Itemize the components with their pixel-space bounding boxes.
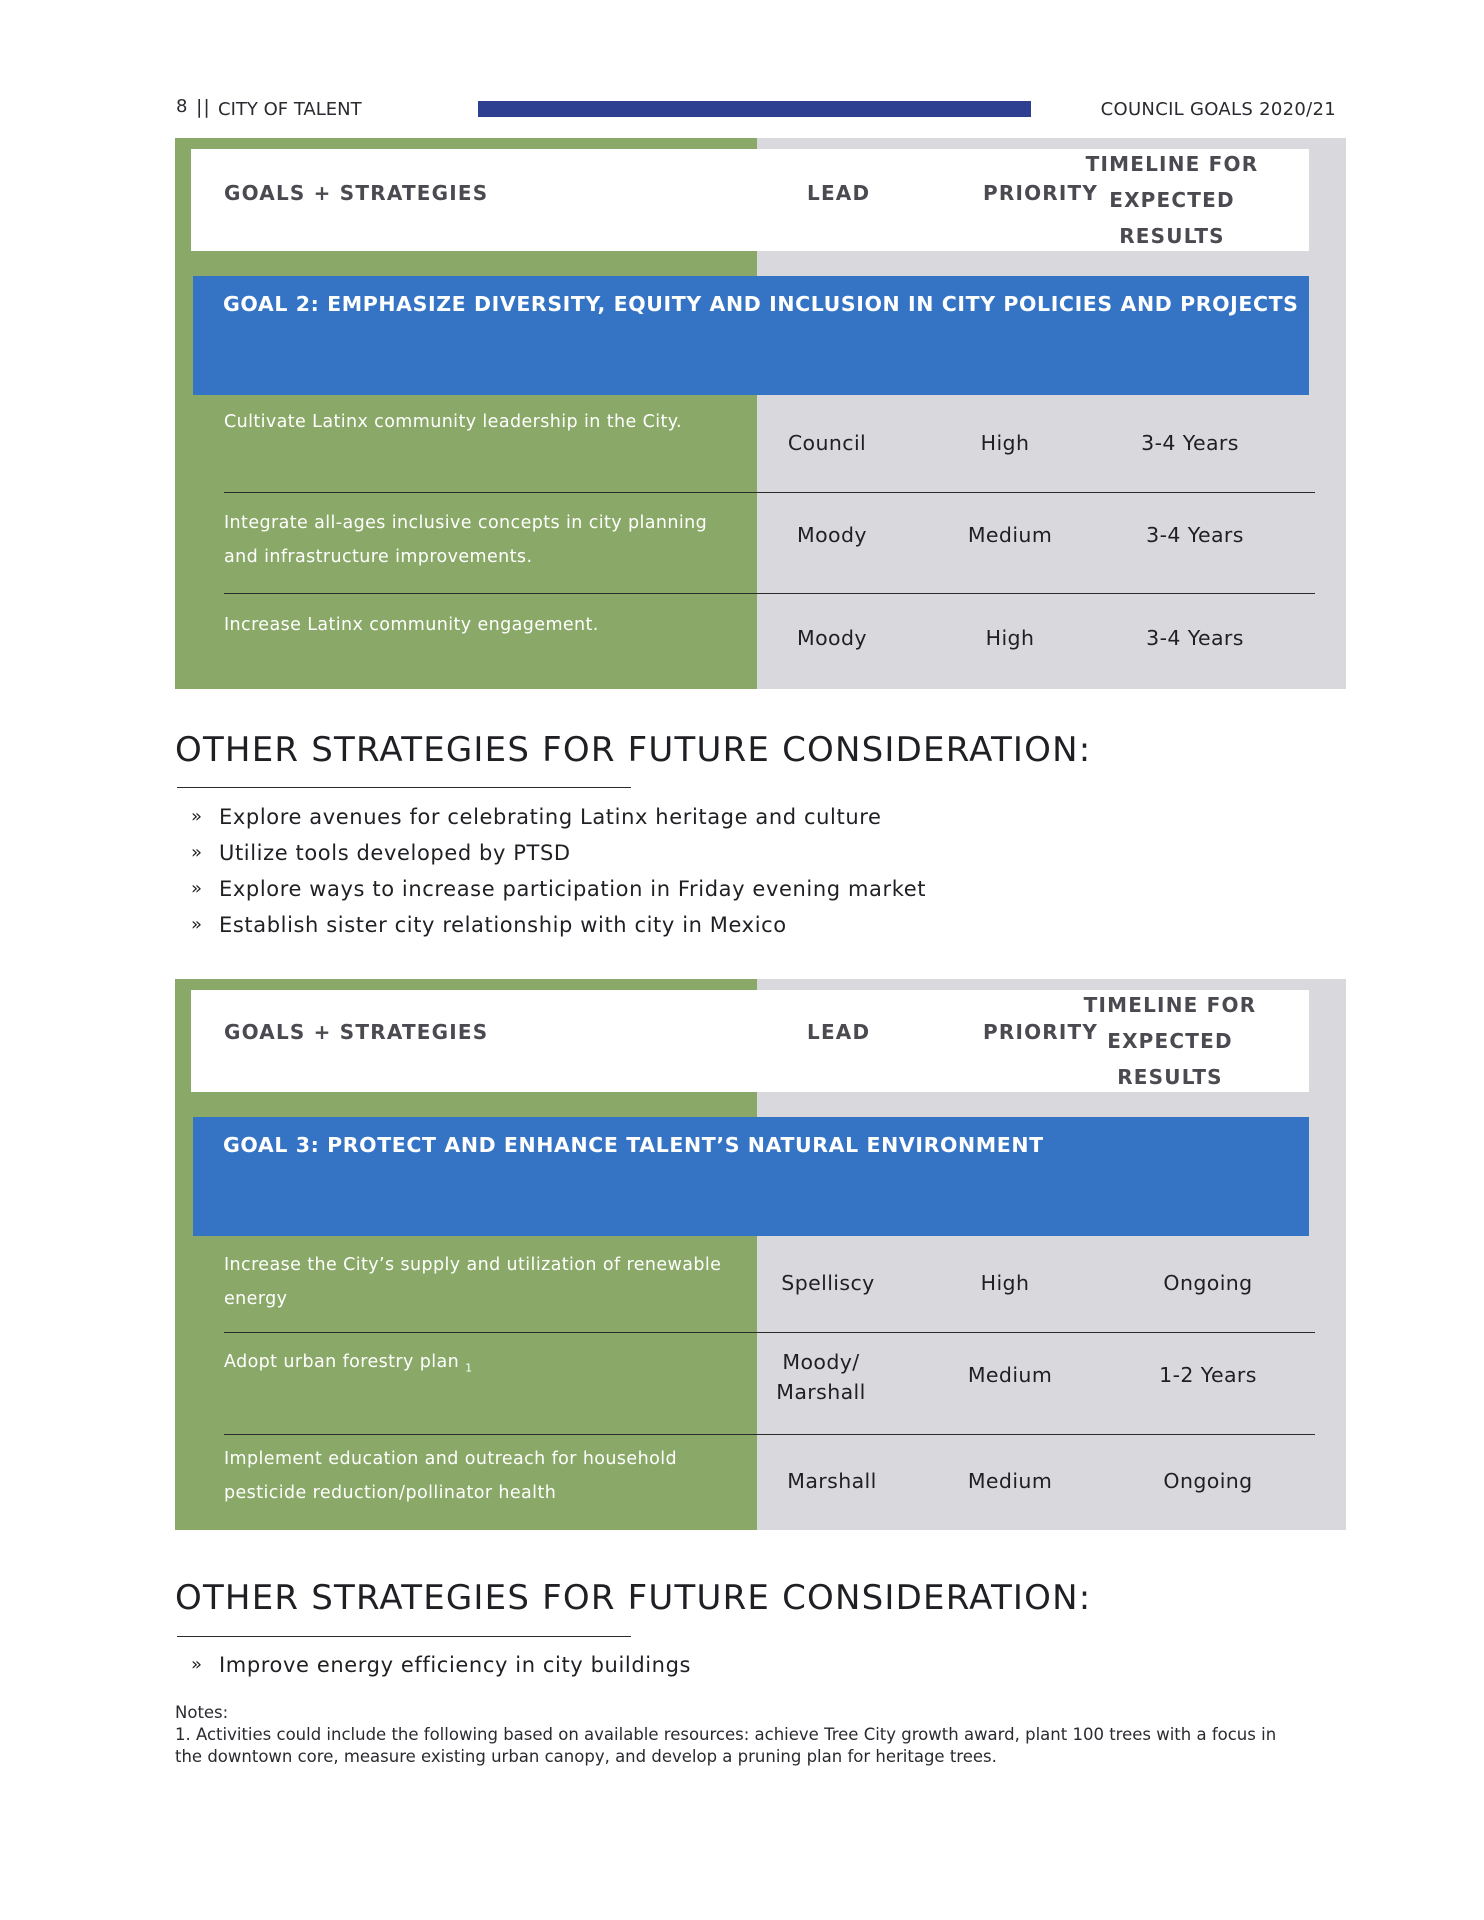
lead-value: Council xyxy=(787,431,867,455)
header-timeline: TIMELINE FOR EXPECTED RESULTS xyxy=(1085,152,1259,248)
lead-value: Moody xyxy=(797,523,867,547)
bullet-mark: » xyxy=(191,842,203,863)
goal-3-banner xyxy=(193,1117,1309,1236)
header-lead: LEAD xyxy=(807,181,871,205)
list-item xyxy=(191,835,926,871)
header-lead: LEAD xyxy=(807,1020,871,1044)
header-goals-strategies: GOALS + STRATEGIES xyxy=(224,1020,489,1044)
notes-heading: Notes: xyxy=(175,1703,229,1722)
priority-value: High xyxy=(985,626,1035,650)
table-row xyxy=(175,493,1309,594)
strategy-label: Adopt urban forestry plan xyxy=(224,1352,460,1372)
timeline-value: Ongoing xyxy=(1163,1271,1253,1295)
list-item xyxy=(191,871,926,907)
table-header-row xyxy=(191,149,1309,251)
list-item-text: Explore avenues for celebrating Latinx heritage and culture xyxy=(219,805,882,829)
bullet-mark: » xyxy=(191,1654,203,1675)
bullet-mark: » xyxy=(191,806,203,827)
strategy-text: Increase Latinx community engagement. xyxy=(224,615,599,635)
list-item-text: Explore ways to increase participation in Friday evening market xyxy=(219,877,927,901)
heading-underline xyxy=(177,1636,631,1637)
list-item-text: Establish sister city relationship with city in Mexico xyxy=(219,913,787,937)
list-item xyxy=(191,907,926,943)
lead-value: Moody xyxy=(797,626,867,650)
page-number: 8 xyxy=(176,96,188,117)
table-row xyxy=(175,1333,1309,1435)
other-strategies-list xyxy=(191,799,926,943)
priority-value: Medium xyxy=(967,1363,1053,1387)
notes-section xyxy=(175,1702,1305,1768)
goal-2-title: GOAL 2: EMPHASIZE DIVERSITY, EQUITY AND INCLUSION IN CITY POLICIES AND PROJECTS xyxy=(223,292,1299,316)
goal-2-table xyxy=(175,138,1346,689)
list-item-text: Improve energy efficiency in city buildings xyxy=(219,1653,692,1677)
lead-value: Moody/ Marshall xyxy=(776,1350,866,1404)
timeline-value: 3-4 Years xyxy=(1141,431,1239,455)
header-priority: PRIORITY xyxy=(983,1020,1099,1044)
goal-3-table xyxy=(175,979,1346,1530)
priority-value: Medium xyxy=(967,523,1053,547)
table-row xyxy=(175,395,1309,493)
strategy-text xyxy=(224,1345,744,1386)
lead-value: Marshall xyxy=(787,1469,877,1493)
priority-value: High xyxy=(980,431,1030,455)
heading-underline xyxy=(177,787,631,788)
timeline-value: 1-2 Years xyxy=(1159,1363,1257,1387)
table-row xyxy=(175,1236,1309,1333)
table-row xyxy=(175,1435,1309,1530)
priority-value: Medium xyxy=(967,1469,1053,1493)
page-separator: || xyxy=(196,96,211,118)
table-row xyxy=(175,594,1309,689)
city-name: CITY OF TALENT xyxy=(218,99,362,120)
priority-value: High xyxy=(980,1271,1030,1295)
strategy-text: Increase the City’s supply and utilization of renewable energy xyxy=(224,1255,722,1309)
strategy-text: Cultivate Latinx community leadership in the City. xyxy=(224,412,682,432)
bullet-mark: » xyxy=(191,914,203,935)
timeline-value: Ongoing xyxy=(1163,1469,1253,1493)
header-priority: PRIORITY xyxy=(983,181,1099,205)
notes-text: 1. Activities could include the following based on available resources: achieve Tree City growth award, plant 100 trees with a focus in the downtown core, measure existing urban canopy, and develop a pruning plan for heritage trees. xyxy=(175,1725,1277,1766)
goal-3-title: GOAL 3: PROTECT AND ENHANCE TALENT’S NATURAL ENVIRONMENT xyxy=(223,1133,1044,1157)
header-accent-bar xyxy=(478,101,1031,117)
strategy-text: Integrate all-ages inclusive concepts in city planning and infrastructure improvements. xyxy=(224,513,708,567)
goal-2-banner xyxy=(193,276,1309,395)
document-title: COUNCIL GOALS 2020/21 xyxy=(1100,99,1336,120)
footnote-marker: 1 xyxy=(465,1361,473,1375)
timeline-value: 3-4 Years xyxy=(1146,523,1244,547)
other-strategies-heading: OTHER STRATEGIES FOR FUTURE CONSIDERATION: xyxy=(175,1578,1092,1618)
list-item-text: Utilize tools developed by PTSD xyxy=(219,841,571,865)
bullet-mark: » xyxy=(191,878,203,899)
timeline-value: 3-4 Years xyxy=(1146,626,1244,650)
list-item xyxy=(191,1647,691,1683)
other-strategies-list xyxy=(191,1647,691,1683)
page-header xyxy=(176,96,1336,120)
table-header-row xyxy=(191,990,1309,1092)
lead-value: Spelliscy xyxy=(781,1271,875,1295)
header-goals-strategies: GOALS + STRATEGIES xyxy=(224,181,489,205)
strategy-text: Implement education and outreach for household pesticide reduction/pollinator health xyxy=(224,1449,677,1503)
list-item xyxy=(191,799,926,835)
other-strategies-heading: OTHER STRATEGIES FOR FUTURE CONSIDERATION: xyxy=(175,730,1092,770)
header-timeline: TIMELINE FOR EXPECTED RESULTS xyxy=(1083,993,1257,1089)
